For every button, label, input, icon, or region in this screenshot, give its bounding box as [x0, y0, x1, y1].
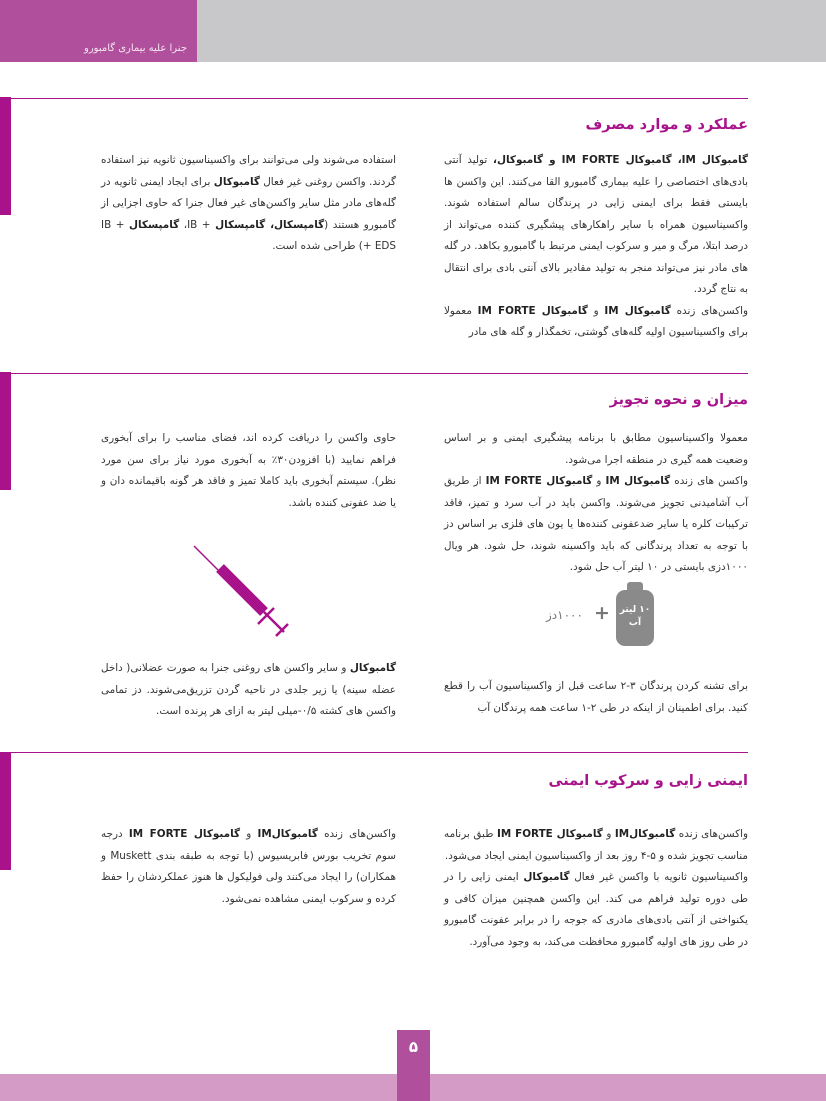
- water-bottle-icon: [616, 582, 654, 646]
- paragraph: واکسن‌های زنده گامبوکالIM و گامبوکال IM FORTE طبق برنامه مناسب تجویز شده و ۵-۴ روز بعد از واکسیناسیون ایمنی ایجاد می‌شود.: [444, 828, 748, 862]
- paragraph: معمولا واکسیناسیون مطابق با برنامه پیشگیری ایمنی و بر اساس وضعیت همه گیری در منطقه اجرا می‌شود.: [444, 432, 748, 466]
- section-marker-3: [0, 752, 11, 870]
- dose-label: ۱۰۰۰دز: [546, 608, 583, 622]
- dosage-right-column-2: [444, 676, 748, 719]
- section-title-immunity: ایمنی زایی و سرکوب ایمنی: [548, 773, 748, 789]
- section-divider-1: [11, 98, 748, 99]
- syringe-icon: [188, 540, 292, 640]
- section-divider-2: [11, 373, 748, 374]
- dosage-right-column: [444, 428, 748, 579]
- dosage-left-column-2: [101, 658, 396, 723]
- paragraph: واکسن‌های زنده گامبوکالIM و گامبوکال IM FORTE درجه سوم تخریب بورس فابریسیوس (با توجه به طبقه بندی Muskett و همکاران) را ایجاد می‌کنند ولی فولیکول ها هنوز عملکردشان را حفظ کرده و سرکوب ایمنی مشاهده نمی‌شود.: [101, 828, 397, 905]
- paragraph: گامبوکال و سایر واکسن های روغنی جنرا به صورت عضلانی( داخل عضله سینه) یا زیر جلدی در ناحیه گردن تزریق‌می‌شوند. دز تمامی واکسن های کشته ۰/۵-میلی لیتر به ازای هر پرنده است.: [101, 662, 396, 717]
- paragraph: گامبوکال IM، گامبوکال IM FORTE و گامبوکال، تولید آنتی بادی‌های اختصاصی را علیه بیماری گامبورو القا می‌کنند. این واکسن ها بایستی فقط برای ایمنی زایی در پرندگان سالم استفاده شوند. واکسیناسیون همراه با سایر راهکارهای پیشگیری کننده می‌تواند از درصد ابتلا، مرگ و میر و سرکوب ایمنی مرتبط با گامبورو بکاهد. در گله های مادر نیز می‌تواند منجر به تولید مقادیر بالای آنتی بادی برای انتقال به نتاج گردد.: [444, 154, 749, 295]
- page-number-tab: [397, 1030, 430, 1101]
- paragraph: واکسیناسیون ثانویه با واکسن غیر فعال گامبوکال ایمنی زایی را در طی دوره تولید فراهم می کند. این واکسن همچنین میزان کافی و یکنواختی از آنتی بادی‌های مادری که جوجه را در برابر عفونت گامبورو در طی روز های اولیه گامبورو محافظت می‌کند، به وجود می‌آورد.: [444, 871, 748, 948]
- paragraph: حاوی واکسن را دریافت کرده اند، فضای مناسب را برای آبخوری فراهم نمایید (با افزودن۳۰٪ به آبخوری مورد نیاز برای سن مورد نظر). سیستم آبخوری باید کاملا تمیز و فاقد هر گونه باقیمانده دان و یا ضد عفونی کننده باشد.: [101, 432, 396, 509]
- immunity-left-column: [101, 824, 396, 910]
- header-tab: [0, 0, 197, 62]
- running-title: جنرا علیه بیماری گامبورو: [84, 43, 187, 54]
- page-number: ۵: [408, 1038, 419, 1056]
- section-title-dosage: میزان و نحوه تجویز: [609, 392, 748, 408]
- section-marker-2: [0, 372, 11, 490]
- plus-sign: +: [594, 602, 610, 624]
- immunity-right-column: [444, 824, 748, 953]
- paragraph: استفاده می‌شوند ولی می‌توانند برای واکسیناسیون ثانویه نیز استفاده گردند. واکسن روغنی غیر فعال گامبوکال برای ایجاد ایمنی ثانویه در گله‌های مادر مثل سایر واکسن‌های غیر فعال جنرا که حاوی اجزایی از گامبورو هستند (گامپسکال، گامپسکال + IB، گامپسکال + IB + EDS) طراحی شده است.: [101, 154, 396, 252]
- bottle-label: ۱۰ لیتر آب: [616, 590, 654, 646]
- usage-right-column: [444, 150, 748, 344]
- dosage-left-column: [101, 428, 396, 514]
- section-title-usage: عملکرد و موارد مصرف: [585, 117, 748, 133]
- paragraph: واکسن‌های زنده گامبوکال IM و گامبوکال IM FORTE معمولا برای واکسیناسیون اولیه گله‌های گوشتی، تخمگذار و گله های مادر: [444, 304, 748, 338]
- paragraph: واکسن های زنده گامبوکال IM و گامبوکال IM FORTE از طریق آب آشامیدنی تجویز می‌شوند. واکسن باید در آب سرد و تمیز، فاقد ترکیبات کلره یا سایر ضدعفونی کننده‌ها یا یون‌ های فلزی بر اساس دز با توجه به تعداد پرندگانی که باید واکسینه شوند، حل شود. هر ویال ۱۰۰۰دزی بایستی در ۱۰ لیتر آب حل شود.: [444, 475, 749, 573]
- section-divider-3: [11, 752, 748, 753]
- paragraph: برای تشنه کردن پرندگان ۳-۲ ساعت قبل از واکسیناسیون آب را قطع کنید. برای اطمینان از اینکه در طی ۲-۱ ساعت همه پرندگان آب: [444, 680, 748, 714]
- usage-left-column: [101, 150, 396, 258]
- section-marker-1: [0, 97, 11, 215]
